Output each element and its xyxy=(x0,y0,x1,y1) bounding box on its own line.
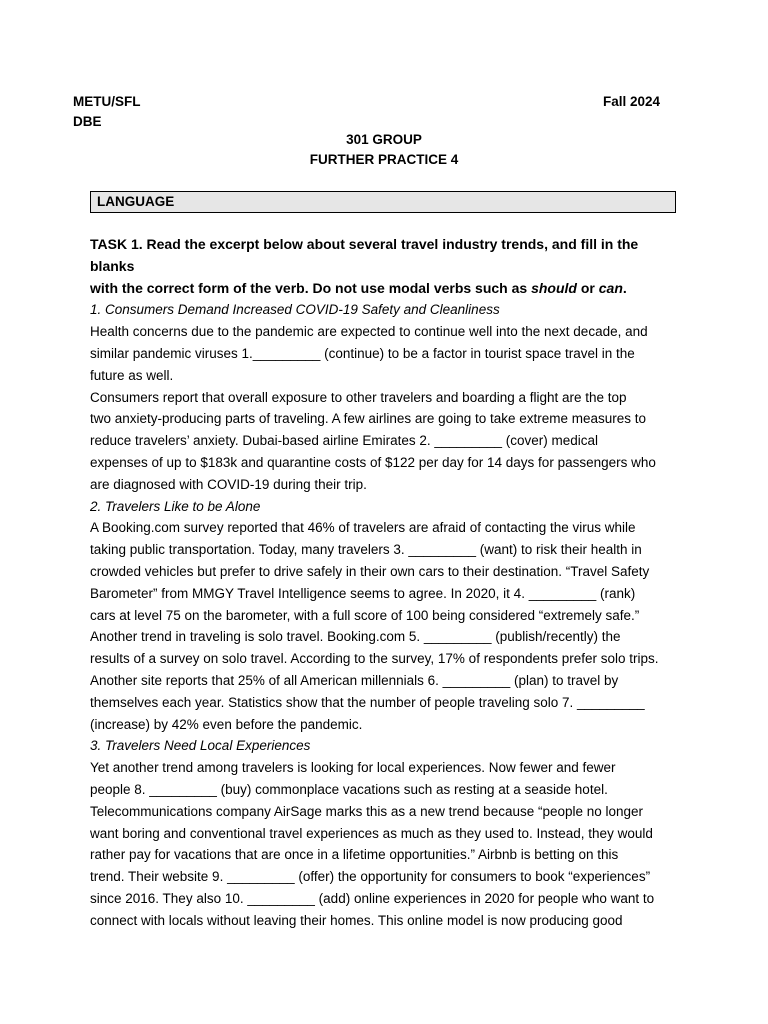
task-content xyxy=(90,234,680,932)
task-emphasis: can xyxy=(598,279,623,296)
text-line: results of a survey on solo travel. According to the survey, 17% of respondents prefer solo trips. xyxy=(90,651,659,667)
text-line: expenses of up to $183k and quarantine costs of $122 per day for 14 days for passengers who xyxy=(90,454,656,470)
task-emphasis: should xyxy=(531,279,577,296)
text-line: A Booking.com survey reported that 46% of travelers are afraid of contacting the virus while xyxy=(90,520,636,536)
text-line: Another trend in traveling is solo travel. Booking.com 5. _________ (publish/recently) the xyxy=(90,629,621,645)
text-line: two anxiety-producing parts of traveling. A few airlines are going to take extreme measures to xyxy=(90,411,647,427)
text-line: taking public transportation. Today, many travelers 3. _________ (want) to risk their health in xyxy=(90,542,642,558)
task-text: . xyxy=(622,279,627,296)
section-label: LANGUAGE xyxy=(97,194,175,209)
subheading: 3. Travelers Need Local Experiences xyxy=(90,738,311,754)
text-line: reduce travelers’ anxiety. Dubai-based airline Emirates 2. _________ (cover) medical xyxy=(90,433,599,449)
text-line: future as well. xyxy=(90,367,174,383)
text-line: Consumers report that overall exposure to other travelers and boarding a flight are the top xyxy=(90,389,627,405)
text-line: similar pandemic viruses 1._________ (continue) to be a factor in tourist space travel in the xyxy=(90,345,635,361)
task-text: with the correct form of the verb. Do not use modal verbs such as xyxy=(90,279,532,296)
task-instruction-line: TASK 1. Read the excerpt below about several travel industry trends, and fill in the blanks xyxy=(90,236,639,274)
text-line: connect with locals without leaving their homes. This online model is now producing good xyxy=(90,912,623,928)
org-label: METU/SFL xyxy=(73,94,141,109)
task-instruction-line xyxy=(90,278,680,300)
task-text: or xyxy=(576,279,599,296)
text-line: Telecommunications company AirSage marks this as a new trend because “people no longer xyxy=(90,803,644,819)
text-line: (increase) by 42% even before the pandemic. xyxy=(90,716,363,732)
text-line: cars at level 75 on the barometer, with a full score of 100 being considered “extremely safe.” xyxy=(90,607,640,623)
text-line: Another site reports that 25% of all American millennials 6. _________ (plan) to travel by xyxy=(90,672,619,688)
practice-title: FURTHER PRACTICE 4 xyxy=(309,152,459,167)
text-line: Health concerns due to the pandemic are expected to continue well into the next decade, and xyxy=(90,324,648,340)
group-title: 301 GROUP xyxy=(346,132,422,147)
section-header-language xyxy=(90,191,676,213)
text-line: themselves each year. Statistics show that the number of people traveling solo 7. _________ xyxy=(90,694,645,710)
text-line: trend. Their website 9. _________ (offer) the opportunity for consumers to book “experiences” xyxy=(90,869,651,885)
text-line: want boring and conventional travel experiences as much as they used to. Instead, they would xyxy=(90,825,653,841)
term-label: Fall 2024 xyxy=(603,94,661,109)
dept-label: DBE xyxy=(73,114,102,129)
text-line: crowded vehicles but prefer to drive safely in their own cars to their destination. “Travel Safety xyxy=(90,563,650,579)
subheading: 1. Consumers Demand Increased COVID-19 Safety and Cleanliness xyxy=(90,302,500,318)
text-line: are diagnosed with COVID-19 during their trip. xyxy=(90,476,367,492)
subheading: 2. Travelers Like to be Alone xyxy=(90,498,261,514)
text-line: since 2016. They also 10. _________ (add) online experiences in 2020 for people who want to xyxy=(90,890,655,906)
text-line: people 8. _________ (buy) commonplace vacations such as resting at a seaside hotel. xyxy=(90,781,608,797)
text-line: Yet another trend among travelers is looking for local experiences. Now fewer and fewer xyxy=(90,760,616,776)
text-line: rather pay for vacations that are once in a lifetime opportunities.” Airbnb is betting on this xyxy=(90,847,619,863)
text-line: Barometer” from MMGY Travel Intelligence seems to agree. In 2020, it 4. _________ (rank) xyxy=(90,585,636,601)
